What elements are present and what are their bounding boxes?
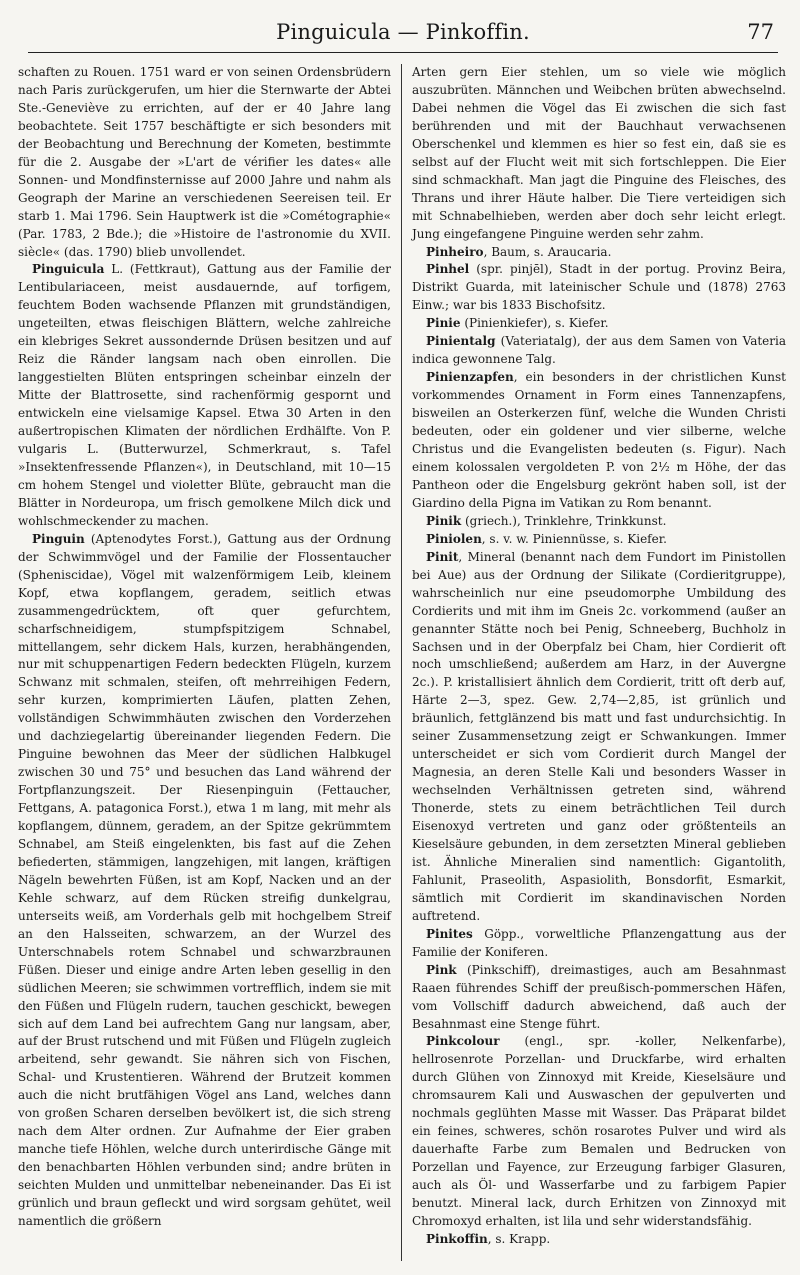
page-header	[28, 8, 778, 53]
running-head: Pinguicula — Pinkoffin.	[276, 20, 530, 44]
dictionary-entry	[412, 1231, 786, 1249]
dictionary-entry	[412, 513, 786, 531]
entry-headword: Pinie	[426, 316, 461, 331]
dictionary-entry	[412, 1033, 786, 1230]
dictionary-entry	[18, 531, 391, 1231]
dictionary-entry	[412, 531, 786, 549]
left-column	[18, 64, 402, 1261]
dictionary-entry	[412, 315, 786, 333]
entry-text: (Aptenodytes Forst.), Gattung aus der Ordnung der Schwimmvögel und der Familie der Flossentaucher (Spheniscidae), Vögel mit walzenförmigem Leib, kleinem Kopf, etwa kopflangem, geradem, seitlich etwas zusammengedrücktem, oft quer gefurchtem, scharfschneidigem, stumpfspitzigem Schnabel, mittellangem, sehr dickem Hals, kurzen, herabhängenden, nur mit schuppenartigen Federn bedeckten Flügeln, kurzem Schwanz mit schmalen, steifen, oft mehrreihigen Federn, sehr kurzen, komprimierten Läufen, platten Zehen, vollständigen Schwimmhäuten zwischen den Vorderzehen und dachziegelartig übereinander liegenden Federn. Die Pinguine bewohnen das Meer der südlichen Halbkugel zwischen 30 und 75° und besuchen das Land während der Fortpflanzungszeit. Der Riesenpinguin (Fettaucher, Fettgans, A. patagonica Forst.), etwa 1 m lang, mit mehr als kopflangem, dünnem, geradem, an der Spitze gekrümmtem Schnabel, am Steiß eingelenkten, bis fast auf die Zehen befiederten, stämmigen, langzehigen, mit langen, kräftigen Nägeln bewehrten Füßen, ist am Kopf, Nacken und an der Kehle schwarz, auf dem Rücken streifig dunkelgrau, unterseits weiß, am Vorderhals gelb mit hochgelbem Streif an den Halsseiten, schwarzem, an der Wurzel des Unterschnabels rotem Schnabel und schwarzbraunen Füßen. Dieser und einige andre Arten leben gesellig in den südlichen Meeren; sie schwimmen vortrefflich, indem sie mit den Füßen und Flügeln rudern, tauchen geschickt, bewegen sich auf dem Land bei aufrechtem Gang nur langsam, aber, auf der Brust rutschend und mit Füßen und Flügeln zugleich arbeitend, sehr gewandt. Sie nähren sich von Fischen, Schal- und Krustentieren. Während der Brutzeit kommen auch die nicht brutfähigen Vögel ans Land, welches dann von großen Scharen derselben bevölkert ist, die sich streng nach dem Alter ordnen. Zur Aufnahme der Eier graben manche tiefe Höhlen, welche durch unterirdische Gänge mit den benachbarten Höhlen verbunden sind; andre brüten in seichten Mulden und unmittelbar nebeneinander. Das Ei ist grünlich und braun gefleckt und wird sorgsam gehütet, weil namentlich die größern	[18, 531, 391, 1228]
entry-text: , s. Krapp.	[487, 1231, 551, 1246]
dictionary-entry	[412, 244, 786, 262]
text-columns	[18, 64, 786, 1261]
entry-text: (engl., spr. -koller, Nelkenfarbe), hellrosenrote Porzellan- und Druckfarbe, wird erhalten durch Glühen von Zinnoxyd mit Kreide, Kieselsäure und chromsaurem Kali und Auswaschen der gepulverten und nochmals geglühten Masse mit Wasser. Das Präparat bildet ein feines, schweres, schön rosarotes Pulver und wird als dauerhafte Farbe zum Bemalen und Bedrucken von Porzellan und Fayence, zur Erzeugung farbiger Glasuren, auch als Öl- und Wasserfarbe und zu farbigem Papier benutzt. Mineral lack, durch Erhitzen von Zinnoxyd mit Chromoxyd erhalten, ist lila und sehr widerstandsfähig.	[412, 1034, 786, 1228]
entry-text: (Vateriatalg), der aus dem Samen von Vateria indica gewonnene Talg.	[412, 334, 786, 367]
entry-text: , Baum, s. Araucaria.	[483, 244, 612, 259]
continuation-text: schaften zu Rouen. 1751 ward er von seinen Ordensbrüdern nach Paris zurückgerufen, um hier die Sternwarte der Abtei Ste.-Geneviève zu errichten, auf der er 40 Jahre lang beobachtete. Seit 1757 beschäftigte er sich besonders mit der Beobachtung und Berechnung der Kometen, bestimmte für die 2. Ausgabe der »L'art de vérifier les dates« alle Sonnen- und Mondfinsternisse auf 2000 Jahre und nahm als Geograph der Marine an verschiedenen Seereisen teil. Er starb 1. Mai 1796. Sein Hauptwerk ist die »Cométographie« (Par. 1783, 2 Bde.); die »Histoire de l'astronomie du XVII. siècle« (das. 1790) blieb unvollendet.	[18, 65, 391, 259]
entry-text: Göpp., vorweltliche Pflanzengattung aus der Familie der Koniferen.	[412, 926, 786, 959]
entry-text: (Pinienkiefer), s. Kiefer.	[460, 316, 609, 331]
dictionary-entry	[412, 549, 786, 926]
entry-text: , Mineral (benannt nach dem Fundort im Pinistollen bei Aue) aus der Ordnung der Silikate (Cordieritgruppe), wahrscheinlich nur eine pseudomorphe Umbildung des Cordierits und mit ihm im Gneis 2c. vorkommend (außer an genannter Stätte noch bei Penig, Schneeberg, Buchholz in Sachsen und in der Oberpfalz bei Cham, hier Cordierit oft noch umschließend; außerdem am Harz, in der Auvergne 2c.). P. kristallisiert ähnlich dem Cordierit, tritt oft derb auf, Härte 2—3, spez. Gew. 2,74—2,85, ist grünlich und bräunlich, fettglänzend bis matt und fast undurchsichtig. In seiner Zusammensetzung zeigt er Schwankungen. Immer unterscheidet er sich vom Cordierit durch Mangel der Magnesia, an deren Stelle Kali und besonders Wasser in wechselnden Verhältnissen getreten sind, während Thonerde, stets zu einem beträchtlichen Teil durch Eisenoxyd vertreten und ganz oder größtenteils an Kieselsäure gebunden, in dem zersetzten Mineral geblieben ist. Ähnliche Mineralien sind namentlich: Gigantolith, Fahlunit, Praseolith, Aspasiolith, Bonsdorfit, Esmarkit, sämtlich mit Cordierit im skandinavischen Norden auftretend.	[412, 549, 786, 923]
entry-headword: Piniolen	[426, 531, 482, 546]
entry-headword: Pink	[426, 962, 457, 977]
entry-headword: Pinienzapfen	[426, 370, 514, 385]
right-column	[402, 64, 786, 1261]
entry-headword: Pinguicula	[32, 262, 105, 277]
dictionary-entry	[412, 333, 786, 369]
entry-headword: Pinit	[426, 549, 459, 564]
entry-text: L. (Fettkraut), Gattung aus der Familie der Lentibulariaceen, meist ausdauernde, auf torfigem, feuchtem Boden wachsende Pflanzen mit grundständigen, ungeteilten, etwas fleischigen Blättern, welche zahlreiche ein klebriges Sekret aussondernde Drüsen besitzen und auf Reiz die Ränder langsam nach oben einrollen. Die langgestielten Blüten entspringen scheinbar einzeln der Mitte der Blattrosette, sind rachenförmig gespornt und entwickeln eine vielsamige Kapsel. Etwa 30 Arten in den außertropischen Klimaten der nördlichen Erdhälfte. Von P. vulgaris L. (Butterwurzel, Schmerkraut, s. Tafel »Insektenfressende Pflanzen«), in Deutschland, mit 10—15 cm hohem Stengel und violetter Blüte, gebraucht man die Blätter in Nordeuropa, um frisch gemolkene Milch dick und wohlschmeckender zu machen.	[18, 262, 391, 528]
entry-headword: Pinik	[426, 513, 462, 528]
entry-text: (Pinkschiff), dreimastiges, auch am Besahnmast Raaen führendes Schiff der preußisch-pommerschen Häfen, vom Vollschiff dadurch abweichend, daß auch der Besahnmast eine Stenge führt.	[412, 962, 786, 1031]
entry-text: (spr. pinjēl), Stadt in der portug. Provinz Beira, Distrikt Guarda, mit lateinischer Schule und (1878) 2763 Einw.; war bis 1833 Bischofsitz.	[412, 262, 786, 313]
continuation-text: Arten gern Eier stehlen, um so viele wie möglich auszubrüten. Männchen und Weibchen brüten abwechselnd. Dabei nehmen die Vögel das Ei zwischen die sich fast berührenden und mit der Bauchhaut verwachsenen Oberschenkel und klemmen es hier so fest ein, daß sie es selbst auf der Flucht weit mit sich fortschleppen. Die Eier sind schmackhaft. Man jagt die Pinguine des Fleisches, des Thrans und ihrer Häute halber. Die Tiere verteidigen sich mit Schnabelhieben, werden aber doch sehr leicht erlegt. Jung eingefangene Pinguine werden sehr zahm.	[412, 65, 786, 241]
entry-headword: Pinkoffin	[426, 1231, 488, 1246]
entry-text: (griech.), Trinklehre, Trinkkunst.	[461, 513, 667, 528]
entry-text: , s. v. w. Piniennüsse, s. Kiefer.	[481, 531, 667, 546]
entry-headword: Pinhel	[426, 262, 470, 277]
dictionary-entry	[412, 962, 786, 1034]
page-number: 77	[747, 20, 774, 44]
dictionary-entry	[18, 261, 391, 530]
entry-headword: Pinkcolour	[426, 1034, 500, 1049]
entry-headword: Pinientalg	[426, 334, 496, 349]
dictionary-entry	[412, 261, 786, 315]
entry-headword: Pinheiro	[426, 244, 484, 259]
entry-text: , ein besonders in der christlichen Kunst vorkommendes Ornament in Form eines Tannenzapfens, bisweilen an Osterkerzen fünf, welche die Wunden Christi bedeuten, oder ein goldener und vier silberne, welche Christus und die Evangelisten bedeuten (s. Figur). Nach einem kolossalen vergoldeten P. von 2½ m Höhe, der das Pantheon oder die Engelsburg gekrönt haben soll, ist der Giardino della Pigna im Vatikan zu Rom benannt.	[412, 370, 786, 510]
dictionary-entry	[412, 369, 786, 513]
entry-headword: Pinguin	[32, 531, 85, 546]
dictionary-entry	[412, 926, 786, 962]
entry-headword: Pinites	[426, 926, 473, 941]
